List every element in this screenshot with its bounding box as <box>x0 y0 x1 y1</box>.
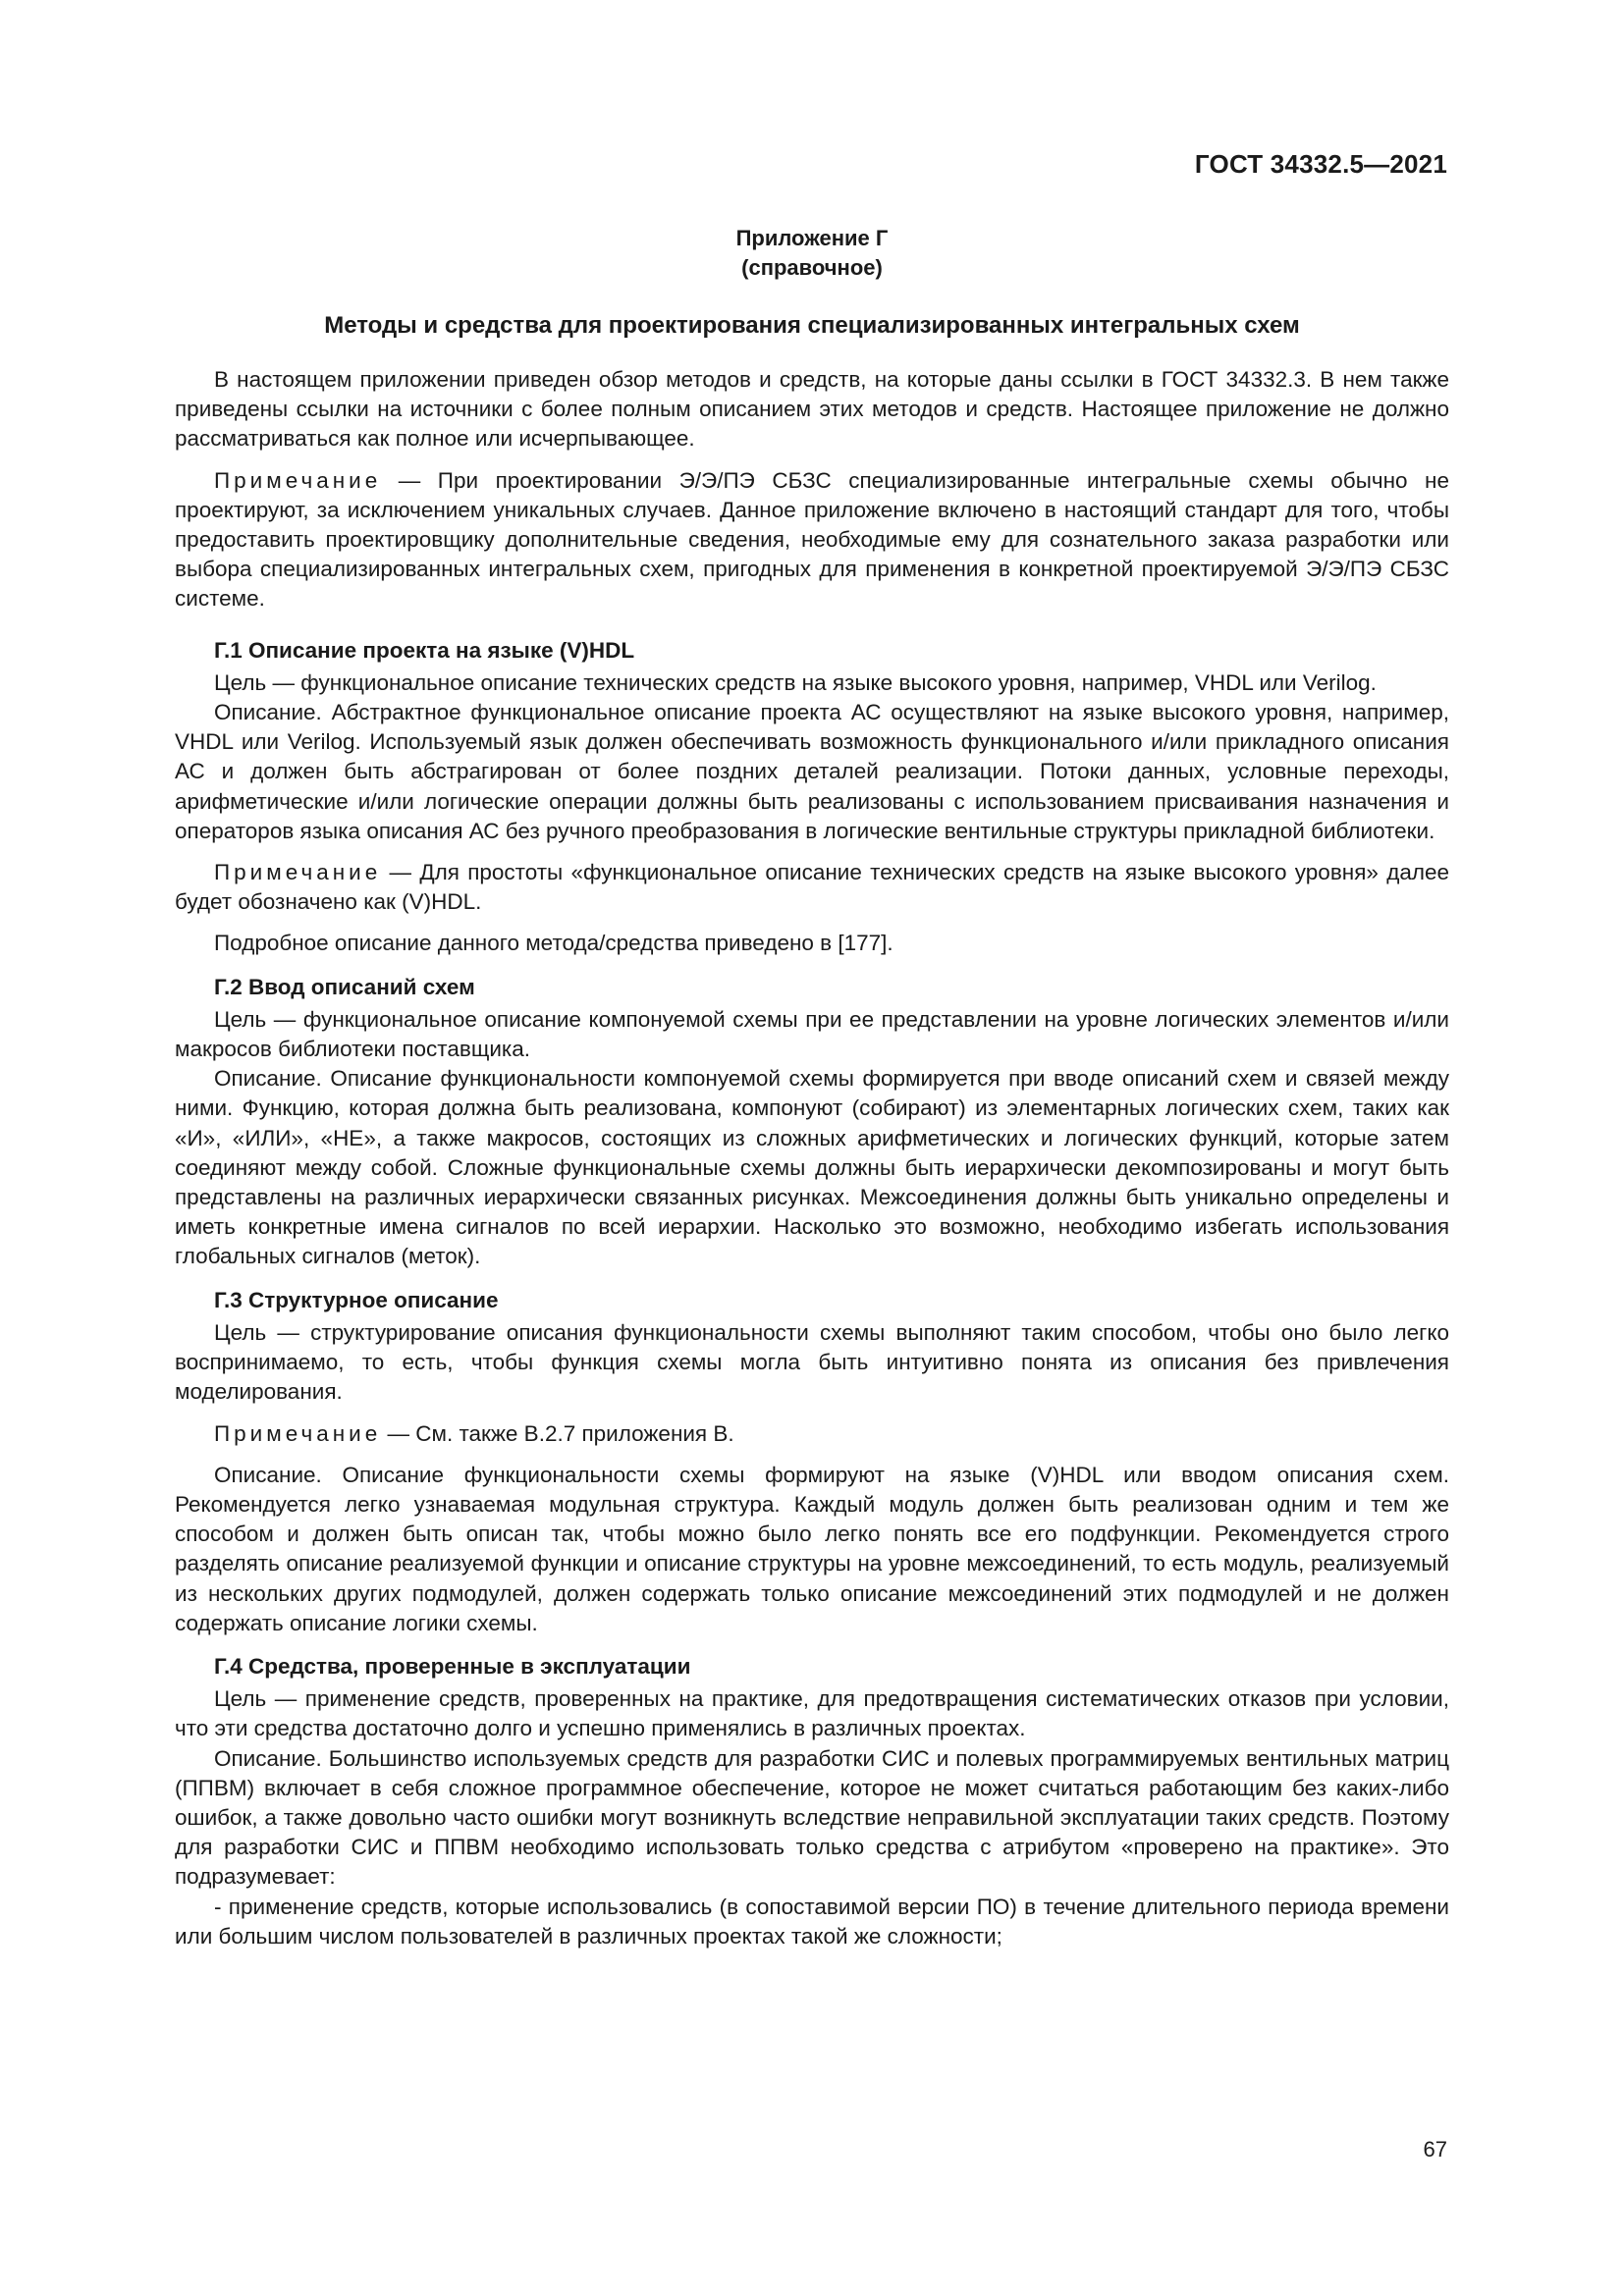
section-heading-g3: Г.3 Структурное описание <box>214 1287 499 1312</box>
page-title: Методы и средства для проектирования специализированных интегральных схем <box>324 312 1300 339</box>
section-g4-description: Описание. Большинство используемых средств для разработки СИС и полевых программируемых вентильных матриц (ППВМ) включает в себя сложное программное обеспечение, которое не может считаться работающим без каких-либо ошибок, а также довольно часто ошибки могут возникнуть вследствие неправильной эксплуатации таких средств. Поэтому для разработки СИС и ППВМ необходимо использовать только средства с атрибутом «проверено на практике». Это подразумевает: <box>175 1745 1449 1890</box>
section-g2-description: Описание. Описание функциональности компонуемой схемы формируется при вводе описаний схем и связей между ними. Функцию, которая должна быть реализована, компонуют (собирают) из элементарных логических схем, таких как «И», «ИЛИ», «НЕ», а также макросов, состоящих из сложных арифметических и логических функций, которые затем соединяют между собой. Сложные функциональные схемы должны быть иерархически декомпозированы и могут быть представлены на различных иерархически связанных рисунках. Межсоединения должны быть уникально определены и иметь конкретные имена сигналов по всей иерархии. Насколько это возможно, необходимо избегать использования глобальных сигналов (меток). <box>175 1066 1449 1269</box>
appendix-type: (справочное) <box>741 255 883 280</box>
note-label: Примечание <box>214 1420 382 1446</box>
section-g3-goal: Цель — структурирование описания функциональности схемы выполняют таким способом, чтобы оно было легко воспринимаемо, то есть, чтобы функция схемы могла быть интуитивно понята из описания без привлечения моделирования. <box>175 1319 1449 1405</box>
note-label: Примечание <box>214 860 382 885</box>
note-label: Примечание <box>214 467 382 493</box>
document-code: ГОСТ 34332.5—2021 <box>1194 149 1447 179</box>
section-g1-description: Описание. Абстрактное функциональное описание проекта АС осуществляют на языке высокого уровня, например, VHDL или Verilog. Используемый язык должен обеспечивать возможность функционального и/или прикладного описания АС и должен быть абстрагирован от более поздних деталей реализации. Потоки данных, условные переходы, арифметические и/или логические операции должны быть реализованы с использованием присваивания назначения и операторов языка описания АС без ручного преобразования в логические вентильные структуры прикладной библиотеки. <box>175 700 1449 843</box>
section-heading-g2: Г.2 Ввод описаний схем <box>214 974 475 999</box>
section-g2-goal: Цель — функциональное описание компонуемой схемы при ее представлении на уровне логических элементов и/или макросов библиотеки поставщика. <box>175 1006 1449 1062</box>
appendix-label: Приложение Г <box>735 226 889 250</box>
section-heading-g4: Г.4 Средства, проверенные в эксплуатации <box>214 1653 691 1679</box>
section-g4-list-item: - применение средств, которые использовались (в сопоставимой версии ПО) в течение длительного периода времени или большим числом пользователей в различных проектах такой же сложности; <box>175 1894 1449 1949</box>
note-text: — Для простоты «функциональное описание технических средств на языке высокого уровня» далее будет обозначено как (V)HDL. <box>175 860 1449 915</box>
section-g3-note <box>175 1419 1449 1449</box>
note-text: — См. также В.2.7 приложения В. <box>381 1420 734 1446</box>
section-g1-goal: Цель — функциональное описание технических средств на языке высокого уровня, например, VHDL или Verilog. <box>214 669 1377 695</box>
intro-paragraph: В настоящем приложении приведен обзор методов и средств, на которые даны ссылки в ГОСТ 34332.3. В нем также приведены ссылки на источники с более полным описанием этих методов и средств. Настоящее приложение не должно рассматриваться как полное или исчерпывающее. <box>175 367 1449 452</box>
page-number: 67 <box>1423 2137 1447 2162</box>
note-text: — При проектировании Э/Э/ПЭ СБЗС специализированные интегральные схемы обычно не проектируют, за исключением уникальных случаев. Данное приложение включено в настоящий стандарт для того, чтобы предоставить проектировщику дополнительные сведения, необходимые ему для сознательного заказа разработки или выбора специализированных интегральных схем, пригодных для применения в конкретной проектируемой Э/Э/ПЭ СБЗС системе. <box>175 467 1449 612</box>
section-g1-reference: Подробное описание данного метода/средства приведено в [177]. <box>214 931 893 956</box>
section-g4-goal: Цель — применение средств, проверенных на практике, для предотвращения систематических отказов при условии, что эти средства достаточно долго и успешно применялись в различных проектах. <box>175 1686 1449 1741</box>
section-g1-note <box>175 858 1449 917</box>
section-heading-g1: Г.1 Описание проекта на языке (V)HDL <box>214 637 635 663</box>
intro-note <box>175 466 1449 614</box>
section-g3-description: Описание. Описание функциональности схемы формируют на языке (V)HDL или вводом описания схем. Рекомендуется легко узнаваемая модульная структура. Каждый модуль должен быть реализован одним и тем же способом и должен быть описан так, чтобы можно было легко понять все его подфункции. Рекомендуется строго разделять описание реализуемой функции и описание структуры на уровне межсоединений, то есть модуль, реализуемый из нескольких других подмодулей, должен содержать только описание межсоединений этих подмодулей и не должен содержать описание логики схемы. <box>175 1462 1449 1635</box>
page-content <box>175 224 1449 1951</box>
